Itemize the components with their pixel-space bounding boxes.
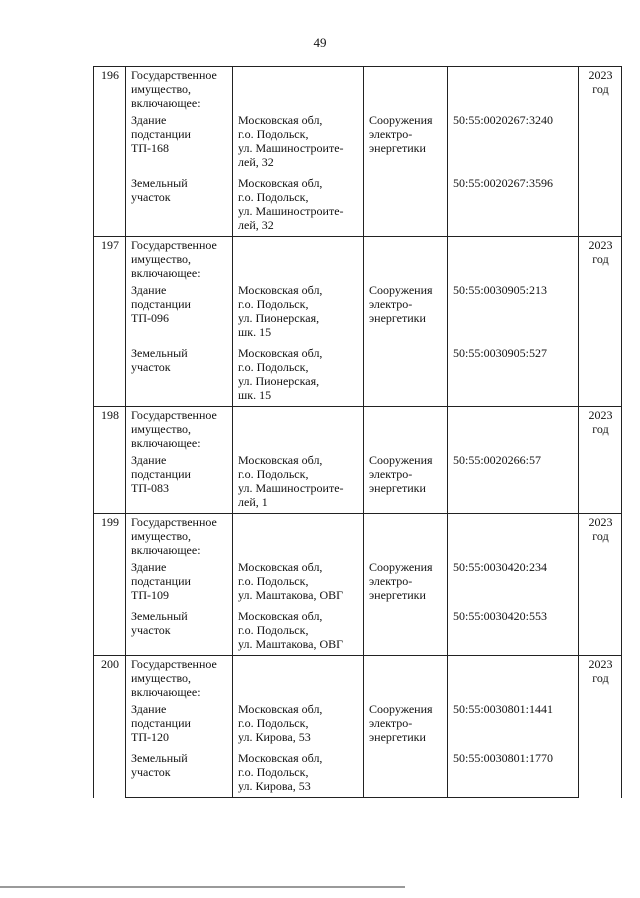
entry-item-row <box>94 559 622 608</box>
item-cadastral-number: 50:55:0030905:527 <box>448 345 579 407</box>
entry-item-row <box>94 175 622 237</box>
item-purpose <box>364 175 448 237</box>
item-purpose: Сооружения электро- энергетики <box>364 452 448 514</box>
item-name: Земельный участок <box>126 608 233 656</box>
entry-number: 196 <box>94 67 126 237</box>
scan-edge-line <box>0 886 405 888</box>
item-name: Здание подстанции ТП-096 <box>126 282 233 345</box>
item-name: Земельный участок <box>126 345 233 407</box>
item-purpose <box>364 608 448 656</box>
entry-year: 2023 год <box>579 407 622 514</box>
item-purpose: Сооружения электро- энергетики <box>364 112 448 175</box>
item-purpose: Сооружения электро- энергетики <box>364 282 448 345</box>
item-cadastral-number: 50:55:0030420:553 <box>448 608 579 656</box>
entry-row-header <box>94 407 622 453</box>
entry-year: 2023 год <box>579 514 622 656</box>
entry-number: 197 <box>94 237 126 407</box>
entry-row-header <box>94 67 622 113</box>
page-number: 49 <box>313 35 327 50</box>
item-name: Здание подстанции ТП-083 <box>126 452 233 514</box>
item-address: Московская обл, г.о. Подольск, ул. Машиностроите- лей, 32 <box>233 112 364 175</box>
item-purpose: Сооружения электро- энергетики <box>364 701 448 750</box>
property-register-table <box>93 66 622 798</box>
item-cadastral-number: 50:55:0030801:1441 <box>448 701 579 750</box>
entry-year: 2023 год <box>579 67 622 237</box>
entry-item-row <box>94 750 622 798</box>
item-cadastral-number: 50:55:0020267:3240 <box>448 112 579 175</box>
entry-item-row <box>94 608 622 656</box>
entry-year: 2023 год <box>579 656 622 798</box>
entry-item-row <box>94 345 622 407</box>
entry-year: 2023 год <box>579 237 622 407</box>
entry-item-row <box>94 112 622 175</box>
item-cadastral-number: 50:55:0030801:1770 <box>448 750 579 798</box>
item-cadastral-number: 50:55:0030420:234 <box>448 559 579 608</box>
item-cadastral-number: 50:55:0030905:213 <box>448 282 579 345</box>
entry-header: Государственное имущество, включающее: <box>126 407 233 453</box>
entry-row-header <box>94 656 622 702</box>
entry-item-row <box>94 701 622 750</box>
entry-header: Государственное имущество, включающее: <box>126 237 233 283</box>
item-cadastral-number: 50:55:0020267:3596 <box>448 175 579 237</box>
entry-header: Государственное имущество, включающее: <box>126 67 233 113</box>
item-name: Здание подстанции ТП-168 <box>126 112 233 175</box>
entry-header: Государственное имущество, включающее: <box>126 514 233 560</box>
item-name: Здание подстанции ТП-120 <box>126 701 233 750</box>
entry-number: 200 <box>94 656 126 798</box>
item-address: Московская обл, г.о. Подольск, ул. Пионерская, шк. 15 <box>233 345 364 407</box>
item-address: Московская обл, г.о. Подольск, ул. Маштакова, ОВГ <box>233 559 364 608</box>
entry-row-header <box>94 514 622 560</box>
entry-row-header <box>94 237 622 283</box>
item-address: Московская обл, г.о. Подольск, ул. Кирова, 53 <box>233 701 364 750</box>
item-purpose <box>364 750 448 798</box>
item-name: Земельный участок <box>126 750 233 798</box>
item-name: Здание подстанции ТП-109 <box>126 559 233 608</box>
entry-number: 199 <box>94 514 126 656</box>
item-purpose: Сооружения электро- энергетики <box>364 559 448 608</box>
entry-item-row <box>94 282 622 345</box>
item-address: Московская обл, г.о. Подольск, ул. Пионерская, шк. 15 <box>233 282 364 345</box>
entry-item-row <box>94 452 622 514</box>
item-purpose <box>364 345 448 407</box>
entry-number: 198 <box>94 407 126 514</box>
item-address: Московская обл, г.о. Подольск, ул. Машиностроите- лей, 1 <box>233 452 364 514</box>
item-name: Земельный участок <box>126 175 233 237</box>
item-address: Московская обл, г.о. Подольск, ул. Машиностроите- лей, 32 <box>233 175 364 237</box>
item-cadastral-number: 50:55:0020266:57 <box>448 452 579 514</box>
item-address: Московская обл, г.о. Подольск, ул. Маштакова, ОВГ <box>233 608 364 656</box>
entry-header: Государственное имущество, включающее: <box>126 656 233 702</box>
item-address: Московская обл, г.о. Подольск, ул. Кирова, 53 <box>233 750 364 798</box>
